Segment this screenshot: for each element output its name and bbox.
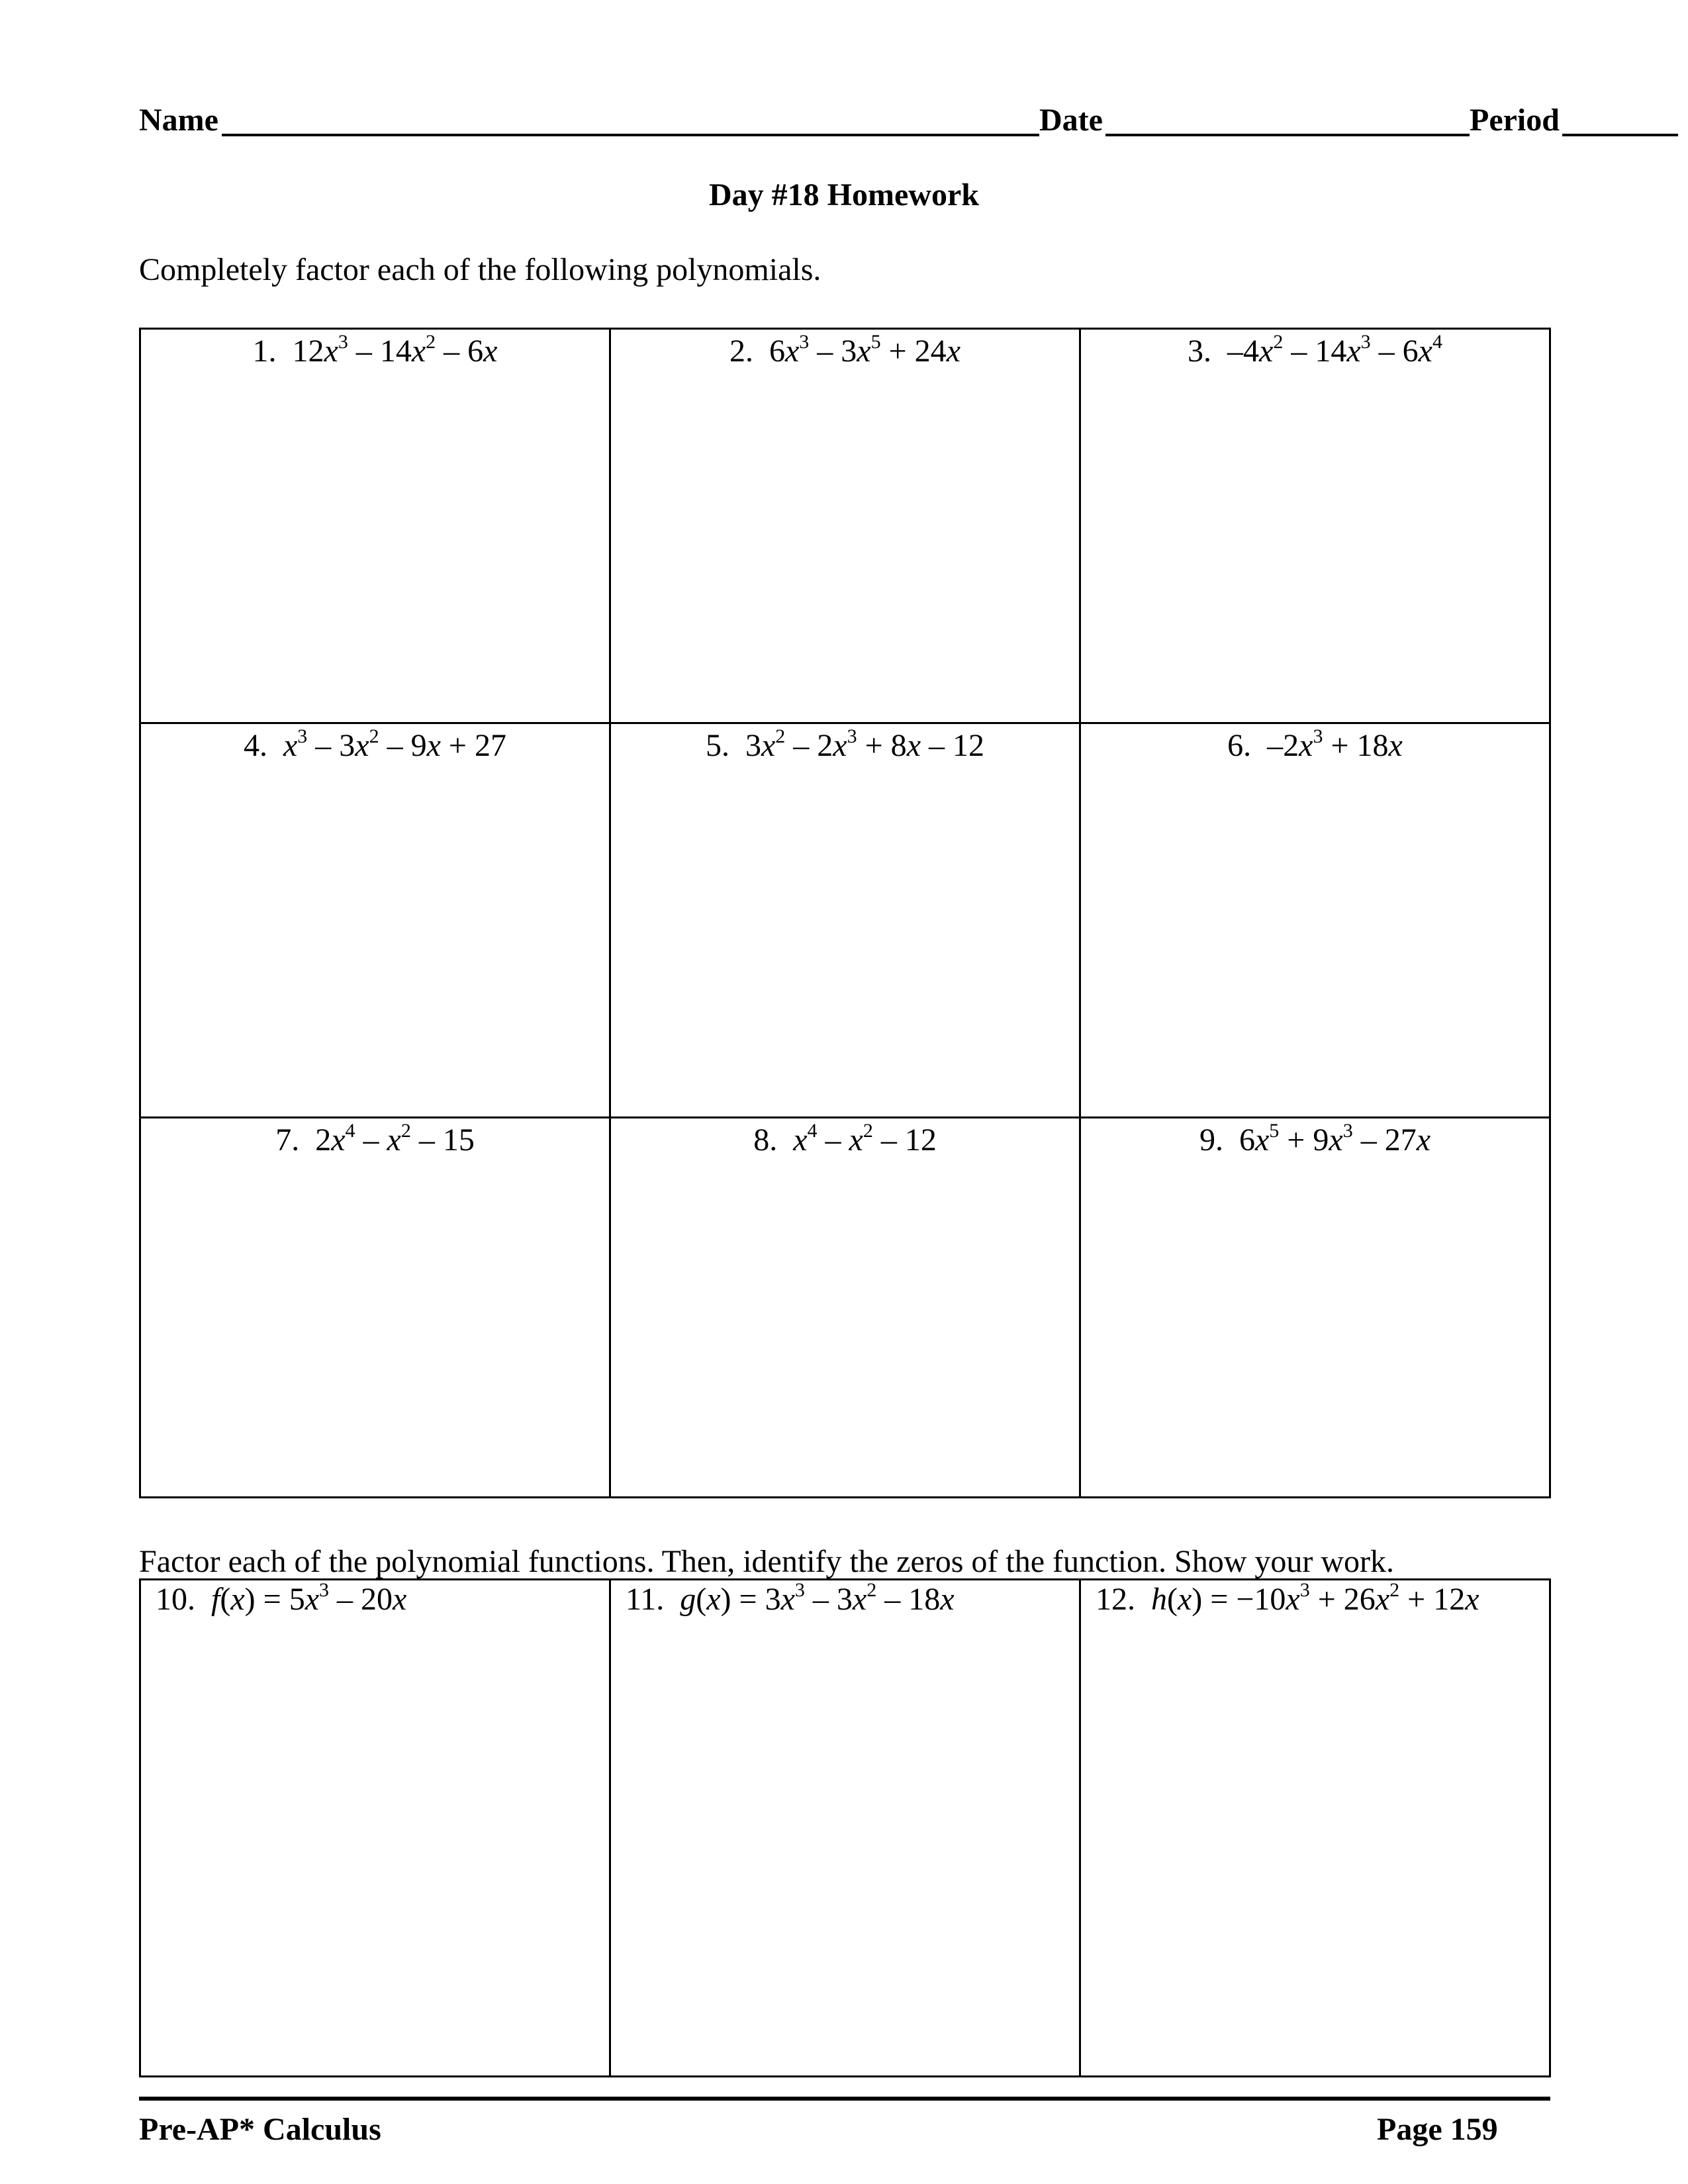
- problem-label: 4. $x^3 - 3x^2 - 9x + 27$: [243, 725, 506, 763]
- problem-cell[interactable]: [1080, 1118, 1550, 1498]
- problem-cell[interactable]: [610, 723, 1080, 1118]
- problem-cell[interactable]: [1080, 723, 1550, 1118]
- period-blank[interactable]: [1562, 134, 1678, 136]
- problem-label: 6. $-2x^3 + 18x$: [1227, 725, 1403, 763]
- problem-label: 1. $12x^3 - 14x^2 - 6x$: [252, 331, 498, 369]
- period-label: Period: [1470, 103, 1560, 138]
- name-blank[interactable]: [222, 134, 1039, 136]
- course-name: Pre-AP* Calculus: [139, 2112, 381, 2147]
- problem-label: 5. $3x^2 - 2x^3 + 8x - 12$: [705, 725, 984, 763]
- name-label: Name: [139, 103, 218, 138]
- problem-label: 8. $x^4 - x^2 - 12$: [753, 1120, 937, 1158]
- problem-label: 3. $-4x^2 - 14x^3 - 6x^4$: [1188, 331, 1442, 369]
- page-title: Day #18 Homework: [709, 177, 979, 212]
- problem-cell[interactable]: [140, 329, 610, 723]
- section2-instructions: Factor each of the polynomial functions. Then, identify the zeros of the function. Show your work.: [139, 1544, 1394, 1579]
- student-info-line: [139, 101, 1560, 140]
- problem-label: 2. $6x^3 - 3x^5 + 24x$: [729, 331, 961, 369]
- problem-cell[interactable]: [610, 1118, 1080, 1498]
- section1-instructions: Completely factor each of the following polynomials.: [139, 252, 821, 287]
- factoring-problems-grid: [139, 328, 1551, 1498]
- problem-label: 11. $g(x) = 3x^3 - 3x^2 - 18x$: [626, 1579, 955, 1617]
- problem-cell[interactable]: [1080, 1580, 1550, 2077]
- function-zeros-grid: [139, 1578, 1551, 2077]
- problem-label: 12. $h(x) = -10x^3 + 26x^2 + 12x$: [1096, 1579, 1479, 1617]
- problem-cell[interactable]: [1080, 329, 1550, 723]
- date-label: Date: [1039, 103, 1103, 138]
- problem-label: 10. $f(x) = 5x^3 - 20x$: [156, 1579, 407, 1617]
- problem-cell[interactable]: [140, 1118, 610, 1498]
- problem-cell[interactable]: [140, 1580, 610, 2077]
- problem-cell[interactable]: [610, 329, 1080, 723]
- problem-label: 9. $6x^5 + 9x^3 - 27x$: [1199, 1120, 1430, 1158]
- problem-cell[interactable]: [140, 723, 610, 1118]
- date-blank[interactable]: [1105, 134, 1470, 136]
- page-number: Page 159: [1377, 2112, 1498, 2147]
- problem-label: 7. $2x^4 - x^2 - 15$: [275, 1120, 475, 1158]
- problem-cell[interactable]: [610, 1580, 1080, 2077]
- footer-rule: [139, 2097, 1550, 2101]
